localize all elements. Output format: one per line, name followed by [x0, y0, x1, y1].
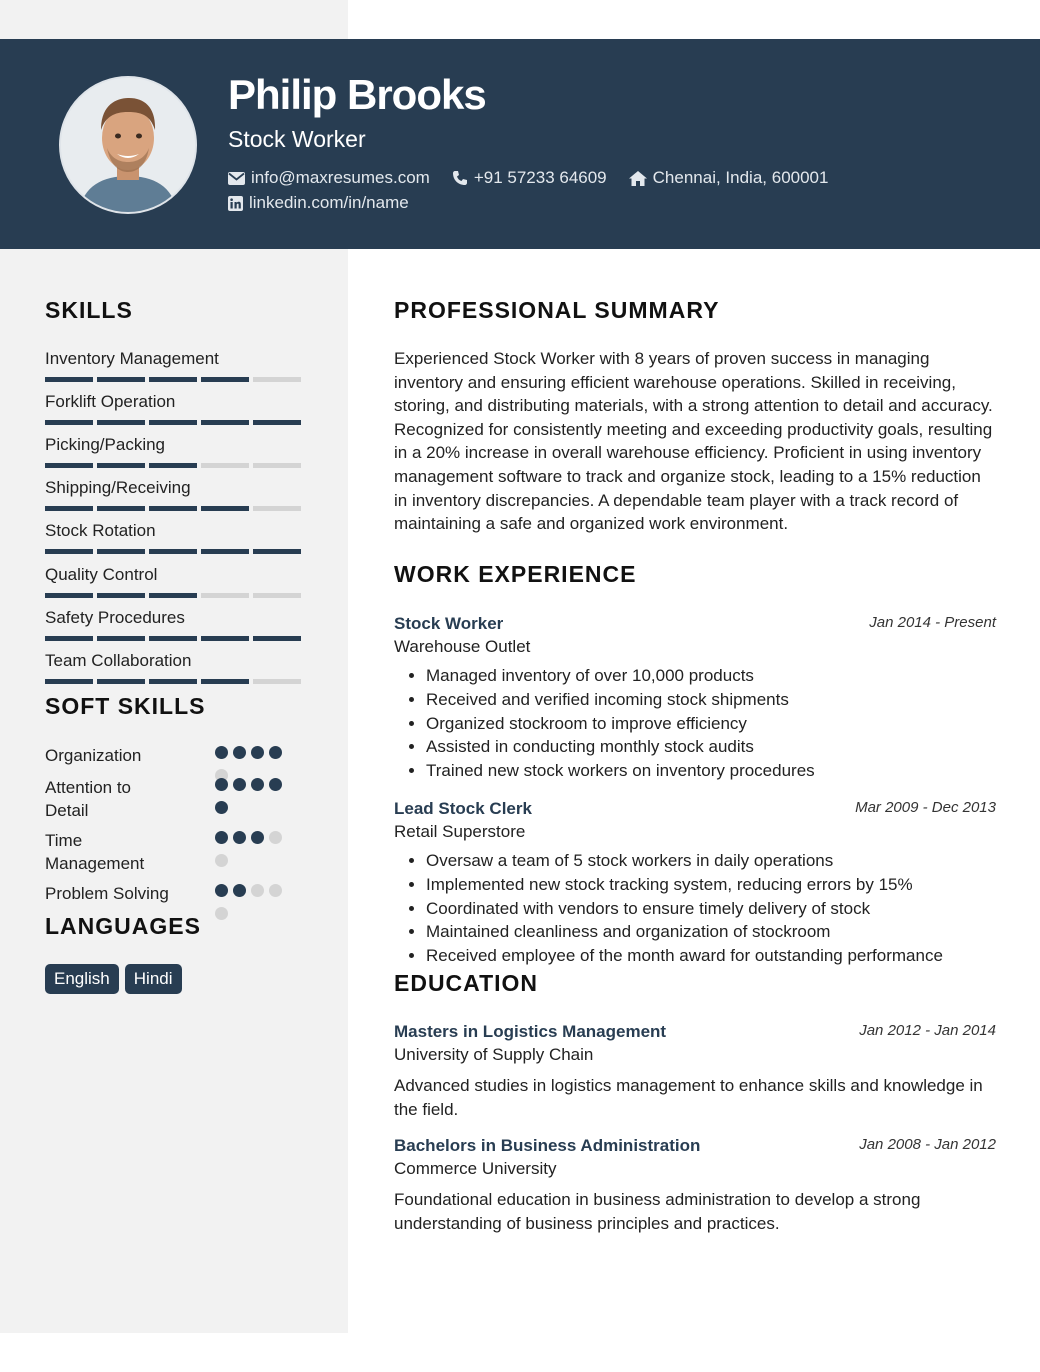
skill-item — [45, 391, 305, 425]
skill-bar-segment — [45, 636, 93, 641]
skill-label: Shipping/Receiving — [45, 478, 191, 497]
rating-dot — [233, 778, 246, 791]
skill-bar-segment — [201, 679, 249, 684]
rating-dot — [251, 778, 264, 791]
skill-bar-segment — [201, 549, 249, 554]
skill-bar-segment — [201, 506, 249, 511]
education-dates: Jan 2012 - Jan 2014 — [859, 1022, 996, 1039]
soft-skill-item — [45, 882, 295, 905]
skill-bar-segment — [45, 549, 93, 554]
job-dates: Jan 2014 - Present — [869, 614, 996, 631]
education-dates: Jan 2008 - Jan 2012 — [859, 1136, 996, 1153]
contact-phone[interactable] — [452, 167, 607, 189]
rating-dot — [269, 884, 282, 897]
skill-bar-segment — [253, 679, 301, 684]
job-company: Warehouse Outlet — [394, 637, 531, 656]
education-description: Foundational education in business administration to develop a strong understanding of business principles and practices. — [394, 1190, 921, 1233]
skill-bar-segment — [97, 377, 145, 382]
contact-location — [629, 167, 829, 189]
language-badge: Hindi — [125, 964, 182, 994]
soft-skill-label: Time Management — [45, 831, 145, 873]
avatar — [59, 76, 197, 214]
skill-bar-segment — [45, 593, 93, 598]
skill-label: Inventory Management — [45, 349, 219, 368]
rating-dot — [233, 831, 246, 844]
skill-bar-segment — [253, 377, 301, 382]
skill-label: Quality Control — [45, 565, 158, 584]
rating-dot — [215, 854, 228, 867]
skill-item — [45, 650, 305, 684]
soft-skill-label: Attention to Detail — [45, 778, 132, 820]
skill-bar-segment — [149, 506, 197, 511]
email-text: info@maxresumes.com — [251, 168, 430, 187]
skill-bar-segment — [149, 636, 197, 641]
skill-item — [45, 607, 305, 641]
skill-bar — [45, 463, 305, 468]
skills-heading: SKILLS — [45, 297, 133, 323]
job-bullet: • Received employee of the month award for outstanding performance — [426, 944, 996, 968]
rating-dot — [215, 778, 228, 791]
job-bullet: • Coordinated with vendors to ensure timely delivery of stock — [426, 897, 996, 921]
skill-bar-segment — [97, 636, 145, 641]
rating-dot — [269, 831, 282, 844]
education-degree: Bachelors in Business Administration — [394, 1136, 701, 1155]
skill-bar-segment — [149, 549, 197, 554]
skill-bar-segment — [45, 420, 93, 425]
soft-skill-dots — [215, 831, 293, 877]
contact-row — [228, 167, 850, 189]
skill-label: Picking/Packing — [45, 435, 166, 454]
skill-bar-segment — [97, 506, 145, 511]
skill-item — [45, 520, 305, 554]
contact-row-2 — [228, 192, 431, 214]
soft-skill-item — [45, 829, 295, 875]
rating-dot — [269, 778, 282, 791]
job-bullet: • Assisted in conducting monthly stock audits — [426, 735, 996, 759]
job-bullet: • Managed inventory of over 10,000 products — [426, 664, 996, 688]
phone-text: +91 57233 64609 — [473, 168, 607, 187]
skill-bar-segment — [201, 377, 249, 382]
skill-bar-segment — [97, 549, 145, 554]
skill-bar-segment — [253, 463, 301, 468]
rating-dot — [251, 884, 264, 897]
job-bullets — [394, 849, 996, 968]
skill-bar-segment — [45, 679, 93, 684]
skill-bar-segment — [149, 463, 197, 468]
job-bullet: • Trained new stock workers on inventory procedures — [426, 759, 996, 783]
skill-bar-segment — [97, 463, 145, 468]
languages-heading: LANGUAGES — [45, 913, 201, 939]
education-entry — [394, 1135, 996, 1235]
skill-bar — [45, 377, 305, 382]
education-description: Advanced studies in logistics management to enhance skills and knowledge in the field. — [394, 1076, 983, 1119]
education-entry — [394, 1021, 996, 1121]
skill-bar-segment — [253, 420, 301, 425]
soft-skill-dots — [215, 778, 293, 824]
education-school: Commerce University — [394, 1159, 557, 1178]
soft-skill-label: Organization — [45, 746, 142, 765]
contact-linkedin[interactable] — [228, 192, 409, 214]
skill-bar-segment — [97, 420, 145, 425]
skill-bar — [45, 420, 305, 425]
job-bullet: • Oversaw a team of 5 stock workers in daily operations — [426, 849, 996, 873]
resume-header — [0, 39, 1040, 249]
skill-bar — [45, 636, 305, 641]
job-entry — [394, 798, 996, 968]
skill-bar-segment — [201, 463, 249, 468]
experience-heading: WORK EXPERIENCE — [394, 561, 637, 587]
linkedin-icon — [228, 196, 243, 211]
candidate-title: Stock Worker — [228, 126, 366, 152]
rating-dot — [233, 884, 246, 897]
job-bullets — [394, 664, 996, 783]
envelope-icon — [228, 172, 245, 185]
job-company: Retail Superstore — [394, 822, 526, 841]
summary-text: Experienced Stock Worker with 8 years of proven success in managing inventory and ensuring efficient warehouse operations. Skilled in receiving, storing, and distributing materials, with a strong attention to detail and accuracy. Recognized for consistently meeting and exceeding productivity goals, resulting in a 20% increase in overall warehouse efficiency. Proficient in using inventory management software to track and organize stock, leading to a 15% reduction in inventory discrepancies. A dependable team player with a track record of maintaining a safe and organized work environment. — [394, 349, 993, 534]
skill-bar — [45, 506, 305, 511]
job-role: Stock Worker — [394, 614, 504, 633]
skill-bar-segment — [149, 377, 197, 382]
skill-item — [45, 348, 305, 382]
skill-bar — [45, 679, 305, 684]
rating-dot — [269, 746, 282, 759]
education-heading: EDUCATION — [394, 970, 539, 996]
skill-bar-segment — [253, 549, 301, 554]
soft-skill-label: Problem Solving — [45, 884, 169, 903]
skill-bar-segment — [45, 506, 93, 511]
rating-dot — [215, 801, 228, 814]
skill-bar-segment — [149, 420, 197, 425]
skill-item — [45, 564, 305, 598]
languages-list — [45, 964, 188, 994]
summary-heading: PROFESSIONAL SUMMARY — [394, 297, 720, 323]
skill-bar-segment — [201, 593, 249, 598]
soft-skills-heading: SOFT SKILLS — [45, 693, 206, 719]
rating-dot — [215, 884, 228, 897]
skill-bar-segment — [149, 679, 197, 684]
skill-item — [45, 434, 305, 468]
contact-email[interactable] — [228, 167, 430, 189]
rating-dot — [251, 831, 264, 844]
location-text: Chennai, India, 600001 — [652, 168, 829, 187]
rating-dot — [233, 746, 246, 759]
skill-bar-segment — [201, 420, 249, 425]
skill-item — [45, 477, 305, 511]
language-badge: English — [45, 964, 119, 994]
job-dates: Mar 2009 - Dec 2013 — [855, 799, 996, 816]
job-bullet: • Implemented new stock tracking system, reducing errors by 15% — [426, 873, 996, 897]
home-icon — [629, 171, 647, 186]
candidate-name: Philip Brooks — [228, 71, 486, 118]
skill-bar — [45, 549, 305, 554]
education-degree: Masters in Logistics Management — [394, 1022, 667, 1041]
skill-bar-segment — [201, 636, 249, 641]
skill-bar-segment — [45, 377, 93, 382]
rating-dot — [251, 746, 264, 759]
skill-label: Stock Rotation — [45, 521, 156, 540]
skill-label: Safety Procedures — [45, 608, 185, 627]
job-bullet: • Organized stockroom to improve efficiency — [426, 712, 996, 736]
skill-bar-segment — [45, 463, 93, 468]
skill-bar-segment — [149, 593, 197, 598]
rating-dot — [215, 831, 228, 844]
education-school: University of Supply Chain — [394, 1045, 594, 1064]
phone-icon — [452, 170, 468, 186]
skill-bar-segment — [97, 679, 145, 684]
job-role: Lead Stock Clerk — [394, 799, 532, 818]
soft-skill-item — [45, 744, 295, 767]
skill-label: Forklift Operation — [45, 392, 176, 411]
job-bullet: • Received and verified incoming stock shipments — [426, 688, 996, 712]
rating-dot — [215, 746, 228, 759]
skill-bar-segment — [253, 506, 301, 511]
skill-bar-segment — [97, 593, 145, 598]
skill-bar-segment — [253, 636, 301, 641]
soft-skill-item — [45, 776, 295, 822]
skill-label: Team Collaboration — [45, 651, 192, 670]
skill-bar-segment — [253, 593, 301, 598]
skill-bar — [45, 593, 305, 598]
job-bullet: • Maintained cleanliness and organization of stockroom — [426, 920, 996, 944]
linkedin-text: linkedin.com/in/name — [249, 193, 409, 212]
job-entry — [394, 613, 996, 783]
